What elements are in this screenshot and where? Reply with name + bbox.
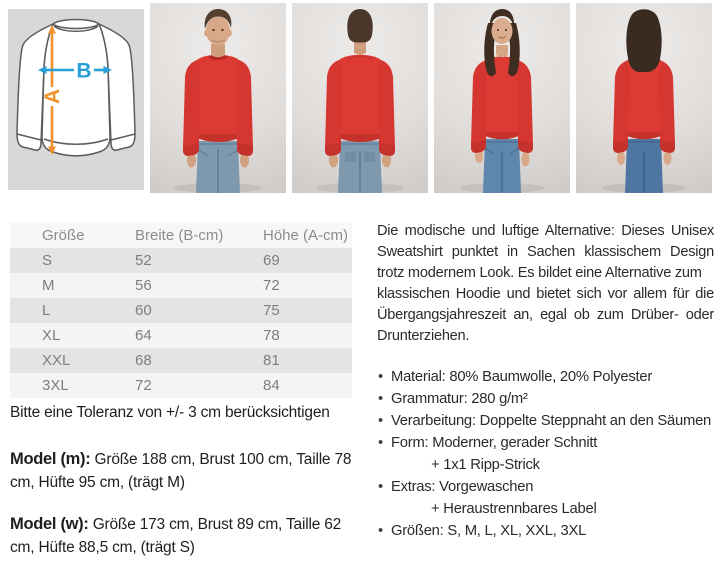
photo-woman-back[interactable] (576, 3, 712, 193)
tolerance-note: Bitte eine Toleranz von +/- 3 cm berücksichtigen (10, 404, 330, 421)
table-row: 3XL 72 84 (10, 373, 352, 398)
hair-back (626, 9, 661, 72)
sweatshirt-outline (17, 20, 135, 156)
feature-subtext: + Heraustrennbares Label (431, 501, 597, 517)
bullet-icon: • (378, 479, 383, 495)
feature-item-groessen (377, 520, 717, 542)
product-description (377, 221, 714, 347)
feature-list (377, 366, 717, 542)
table-row: XXL 68 81 (10, 348, 352, 373)
model-w-text: Größe 173 cm, Brust 89 cm, Taille 62 cm, Hüfte 88,5 cm, (trägt S) (10, 516, 342, 556)
feature-item-extras (377, 476, 717, 520)
sweatshirt-measure-diagram (8, 9, 144, 190)
bullet-icon: • (378, 523, 383, 539)
sweatshirt (183, 55, 253, 156)
sweatshirt (471, 57, 533, 154)
model-w-label: Model (w): (10, 515, 89, 533)
jeans (483, 139, 521, 193)
col-header-width: Breite (B-cm) (103, 222, 231, 248)
product-image-gallery (8, 3, 712, 193)
feature-item-grammatur (377, 388, 717, 410)
bullet-icon: • (378, 413, 383, 429)
size-table-header-row (10, 222, 352, 248)
feature-text: Grammatur: 280 g/m² (391, 391, 528, 407)
photo-man-front[interactable] (150, 3, 286, 193)
feature-text: Form: Moderner, gerader Schnitt (391, 435, 598, 451)
head (204, 9, 231, 46)
bullet-icon: • (378, 369, 383, 385)
size-diagram-thumbnail[interactable] (8, 9, 144, 190)
model-m-info (10, 448, 362, 494)
model-m-text: Größe 188 cm, Brust 100 cm, Taille 78 cm, Hüfte 95 cm, (trägt M) (10, 451, 352, 491)
photo-woman-front[interactable] (434, 3, 570, 193)
jeans (338, 141, 382, 193)
man-back-illustration (292, 3, 428, 193)
col-header-height: Höhe (A-cm) (231, 222, 352, 248)
feature-item-form (377, 432, 717, 476)
description-paragraph-2: klassischen Hoodie und bietet sich vor allem für die Übergangsjahreszeit an, egal ob zum Drüber- oder Drunterziehen. (377, 286, 714, 344)
feature-text: Extras: Vorgewaschen (391, 479, 534, 495)
bullet-icon: • (378, 391, 383, 407)
table-row: S 52 69 (10, 248, 352, 273)
feature-item-verarbeitung (377, 410, 717, 432)
bullet-icon: • (378, 435, 383, 451)
feature-text: Größen: S, M, L, XL, XXL, 3XL (391, 523, 587, 539)
hair-back (347, 9, 372, 43)
size-table (10, 222, 352, 398)
description-paragraph-1: Die modische und luftige Alternative: Dieses Unisex Sweatshirt punktet in Sachen klassischem Design trotz modernem Look. Es bildet eine Alternative zum (377, 223, 714, 281)
model-m-label: Model (m): (10, 450, 91, 468)
feature-text: Verarbeitung: Doppelte Steppnaht an den Säumen (391, 413, 712, 429)
col-header-size: Größe (10, 222, 103, 248)
man-front-illustration (150, 3, 286, 193)
width-label-b: B (76, 59, 92, 83)
table-row: L 60 75 (10, 298, 352, 323)
model-w-info (10, 513, 362, 559)
woman-back-illustration (576, 3, 712, 193)
height-label-a: A (41, 88, 64, 104)
jeans (625, 139, 663, 193)
feature-item-material (377, 366, 717, 388)
jeans (196, 141, 240, 193)
table-row: XL 64 78 (10, 323, 352, 348)
sweatshirt (325, 55, 395, 156)
feature-text: Material: 80% Baumwolle, 20% Polyester (391, 369, 653, 385)
photo-man-back[interactable] (292, 3, 428, 193)
feature-subtext: + 1x1 Ripp-Strick (431, 457, 540, 473)
table-row: M 56 72 (10, 273, 352, 298)
woman-front-illustration (434, 3, 570, 193)
